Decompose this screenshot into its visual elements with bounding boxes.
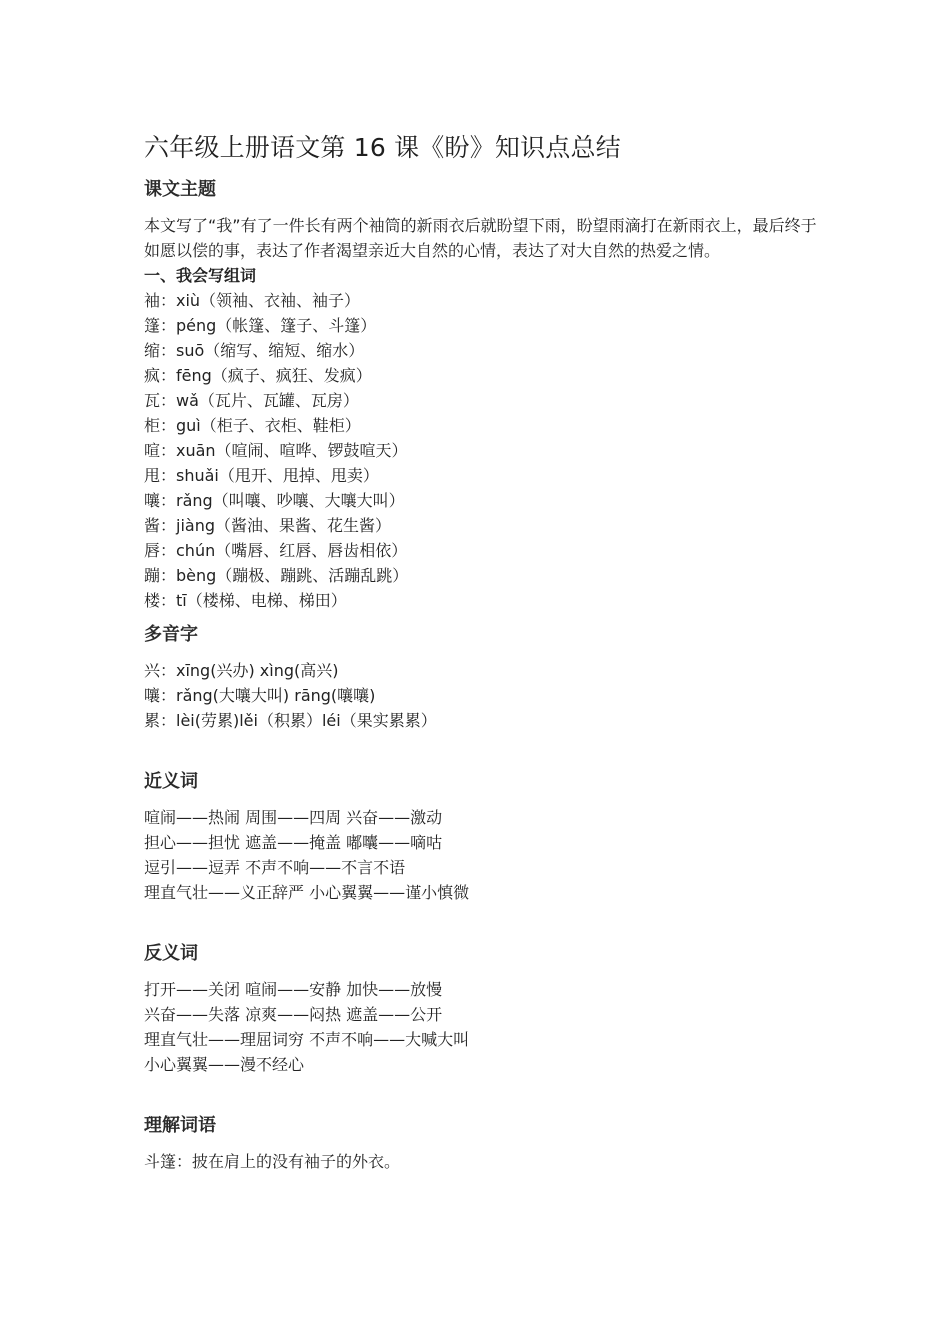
theme-section (144, 176, 824, 263)
antonyms-heading: 反义词 (144, 943, 198, 964)
list-item: 缩：suō（缩写、缩短、缩水） (144, 341, 365, 360)
document-page (144, 128, 824, 1174)
writing-heading: 一、我会写组词 (144, 266, 257, 285)
polyphones-heading: 多音字 (144, 624, 198, 645)
list-item: 打开——关闭 喧闹——安静 加快——放慢 (144, 980, 443, 999)
antonyms-section (144, 940, 824, 1077)
list-item: 唇：chún（嘴唇、红唇、唇齿相依） (144, 541, 408, 560)
theme-heading: 课文主题 (144, 179, 216, 200)
list-item: 累：lèi(劳累)lěi（积累）léi（果实累累） (144, 711, 437, 730)
antonyms-list (144, 977, 824, 1077)
list-item: 蹦：bèng（蹦极、蹦跳、活蹦乱跳） (144, 566, 409, 585)
understanding-list (144, 1149, 824, 1174)
list-item: 柜：guì（柜子、衣柜、鞋柜） (144, 416, 361, 435)
writing-section (144, 263, 824, 613)
synonyms-heading: 近义词 (144, 771, 198, 792)
list-item: 疯：fēng（疯子、疯狂、发疯） (144, 366, 372, 385)
list-item: 兴：xīng(兴办) xìng(高兴) (144, 661, 339, 680)
list-item: 理直气壮——义正辞严 小心翼翼——谨小慎微 (144, 883, 470, 902)
synonyms-section (144, 768, 824, 905)
list-item: 理直气壮——理屈词穷 不声不响——大喊大叫 (144, 1030, 470, 1049)
list-item: 兴奋——失落 凉爽——闷热 遮盖——公开 (144, 1005, 443, 1024)
list-item: 瓦：wǎ（瓦片、瓦罐、瓦房） (144, 391, 359, 410)
list-item: 楼：tī（楼梯、电梯、梯田） (144, 591, 347, 610)
page-title: 六年级上册语文第 16 课《盼》知识点总结 (144, 133, 621, 162)
list-item: 嚷：rǎng(大嚷大叫) rāng(嚷嚷) (144, 686, 376, 705)
theme-paragraph: 本文写了“我”有了一件长有两个袖筒的新雨衣后就盼望下雨，盼望雨滴打在新雨衣上，最后终于如愿以偿的事，表达了作者渴望亲近大自然的心情，表达了对大自然的热爱之情。 (144, 216, 817, 260)
list-item: 喧闹——热闹 周围——四周 兴奋——激动 (144, 808, 443, 827)
list-item: 担心——担忧 遮盖——掩盖 嘟囔——嘀咕 (144, 833, 443, 852)
list-item: 酱：jiàng（酱油、果酱、花生酱） (144, 516, 391, 535)
list-item: 嚷：rǎng（叫嚷、吵嚷、大嚷大叫） (144, 491, 405, 510)
list-item: 喧：xuān（喧闹、喧哗、锣鼓喧天） (144, 441, 408, 460)
list-item: 袖：xiù（领袖、衣袖、袖子） (144, 291, 361, 310)
polyphones-section (144, 621, 824, 733)
list-item: 逗引——逗弄 不声不响——不言不语 (144, 858, 406, 877)
understanding-section (144, 1112, 824, 1174)
understanding-heading: 理解词语 (144, 1115, 216, 1136)
list-item: 斗篷：披在肩上的没有袖子的外衣。 (144, 1152, 401, 1171)
polyphones-list (144, 658, 824, 733)
list-item: 篷：péng（帐篷、篷子、斗篷） (144, 316, 377, 335)
list-item: 甩：shuǎi（甩开、甩掉、甩卖） (144, 466, 379, 485)
list-item: 小心翼翼——漫不经心 (144, 1055, 305, 1074)
writing-list (144, 288, 824, 613)
synonyms-list (144, 805, 824, 905)
